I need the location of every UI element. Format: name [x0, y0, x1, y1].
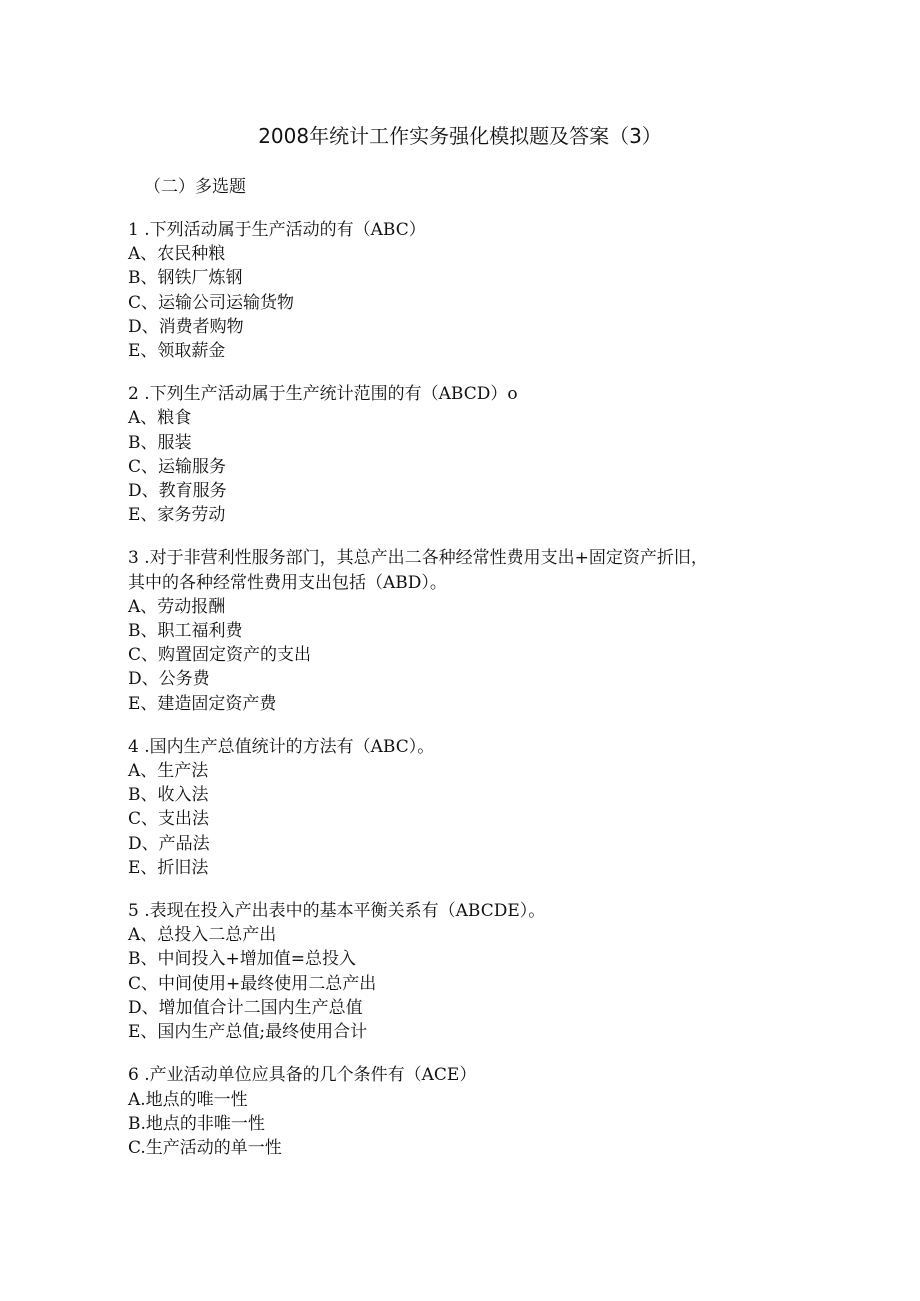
option-c: C、运输服务 — [128, 456, 227, 477]
question-stem-continued: 其中的各种经常性费用支出包括（ABD）。 — [128, 572, 447, 593]
question-1 — [128, 218, 788, 363]
option-a: A、劳动报酬 — [128, 596, 226, 617]
option-c: C、中间使用+最终使用二总产出 — [128, 973, 377, 994]
question-6 — [128, 1063, 788, 1160]
option-a: A、生产法 — [128, 761, 209, 782]
question-4 — [128, 735, 788, 880]
option-a: A、粮食 — [128, 408, 192, 429]
option-b: B.地点的非唯一性 — [128, 1113, 265, 1134]
question-stem: 6 .产业活动单位应具备的几个条件有（ACE） — [128, 1065, 477, 1086]
option-b: B、中间投入+增加值=总投入 — [128, 949, 356, 970]
option-d: D、产品法 — [128, 833, 210, 854]
option-d: D、消费者购物 — [128, 316, 244, 337]
option-d: D、教育服务 — [128, 481, 227, 502]
option-b: B、钢铁厂炼钢 — [128, 268, 243, 289]
option-b: B、收入法 — [128, 785, 209, 806]
option-e: E、折旧法 — [128, 857, 209, 878]
option-d: D、公务费 — [128, 669, 210, 690]
option-c: C、运输公司运输货物 — [128, 292, 295, 313]
question-stem: 1 .下列活动属于生产活动的有（ABC） — [128, 220, 426, 240]
option-c: C、支出法 — [128, 809, 210, 830]
option-a: A、总投入二总产出 — [128, 925, 277, 946]
question-stem: 5 .表现在投入产出表中的基本平衡关系有（ABCDE）。 — [128, 901, 546, 922]
question-2 — [128, 382, 788, 527]
option-a: A、农民种粮 — [128, 244, 226, 265]
document-title: 2008年统计工作实务强化模拟题及答案（3） — [258, 124, 662, 148]
option-e: E、国内生产总值;最终使用合计 — [128, 1022, 368, 1043]
option-b: B、服装 — [128, 432, 192, 453]
section-heading: （二）多选题 — [144, 177, 246, 197]
question-stem: 2 .下列生产活动属于生产统计范围的有（ABCD）o — [128, 384, 518, 405]
option-e: E、家务劳动 — [128, 505, 226, 526]
option-d: D、增加值合计二国内生产总值 — [128, 997, 363, 1018]
question-3 — [128, 546, 788, 715]
option-c: C.生产活动的单一性 — [128, 1137, 282, 1158]
question-5 — [128, 899, 788, 1044]
question-stem: 4 .国内生产总值统计的方法有（ABC）。 — [128, 736, 435, 757]
option-e: E、领取薪金 — [128, 341, 226, 362]
option-e: E、建造固定资产费 — [128, 693, 277, 714]
question-list — [128, 218, 788, 1179]
option-a: A.地点的唯一性 — [128, 1089, 248, 1110]
option-b: B、职工福利费 — [128, 621, 243, 642]
question-stem: 3 .对于非营利性服务部门，其总产出二各种经常性费用支出+固定资产折旧， — [128, 548, 708, 569]
option-c: C、购置固定资产的支出 — [128, 645, 312, 666]
